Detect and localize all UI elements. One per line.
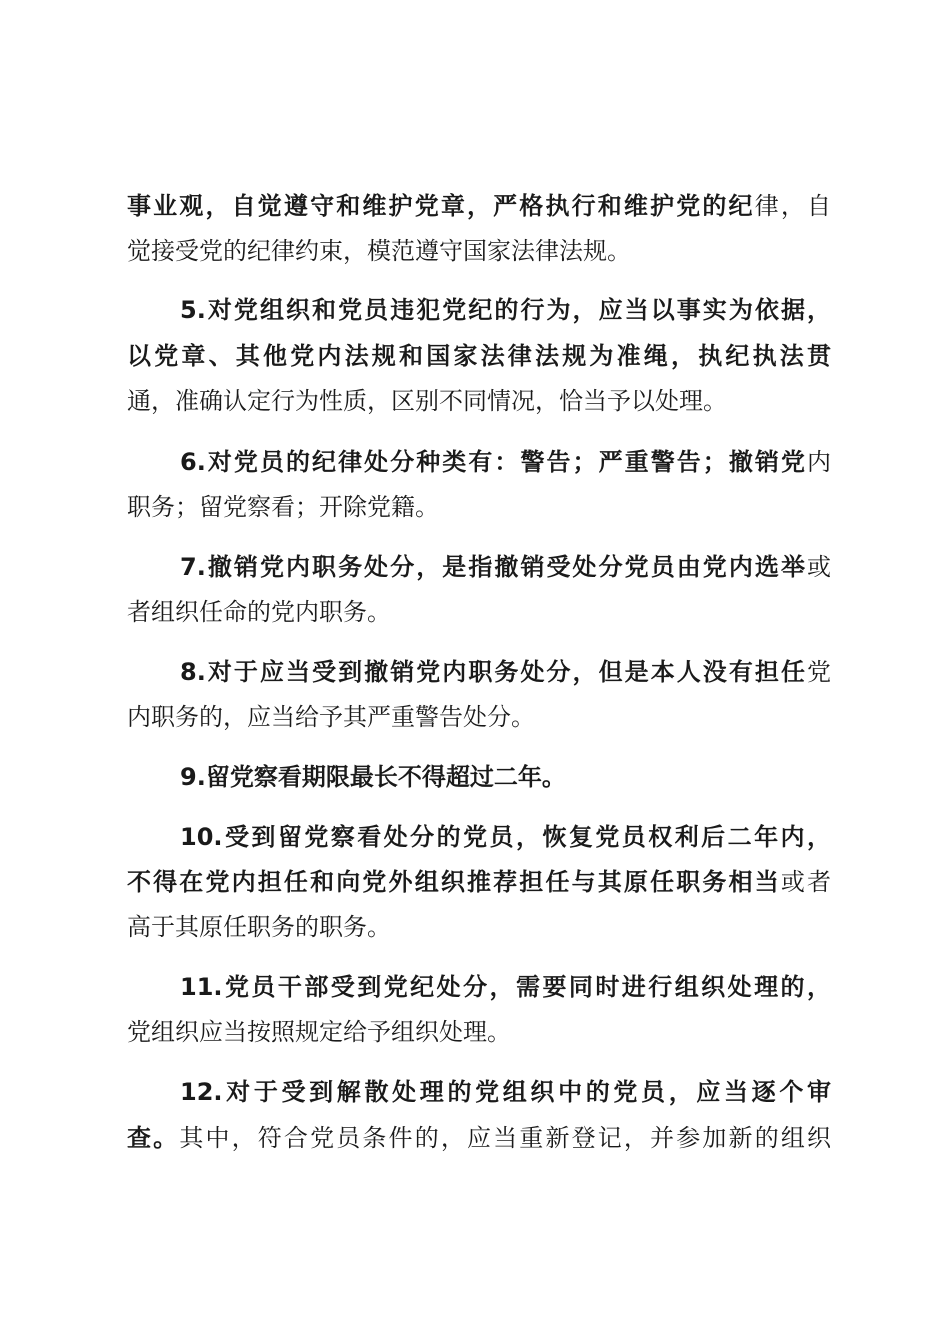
- paragraph-line: [127, 340, 831, 372]
- bold-text: 9.留党察看期限最长不得超过二年。: [180, 763, 566, 791]
- bold-text: 事业观，自觉遵守和维护党章，严格执行和维护党的纪: [127, 192, 755, 220]
- paragraph-line: [127, 235, 831, 267]
- normal-text: 者组织任命的党内职务。: [127, 598, 391, 626]
- normal-text: 党: [807, 658, 831, 686]
- normal-text: 党组织应当按照规定给予组织处理。: [127, 1018, 511, 1046]
- bold-text: 6.对党员的纪律处分种类有：警告；严重警告；撤销党: [180, 448, 807, 476]
- normal-text: 通，准确认定行为性质，区别不同情况，恰当予以处理。: [127, 387, 727, 415]
- paragraph-line: [127, 385, 831, 417]
- bold-text: 11.党员干部受到党纪处分，需要同时进行组织处理的，: [180, 973, 831, 1001]
- paragraph-line: [127, 1016, 831, 1048]
- paragraph-line: [127, 971, 831, 1003]
- paragraph-line: [127, 821, 831, 853]
- bold-text: 5.对党组织和党员违犯党纪的行为，应当以事实为依据，: [180, 296, 831, 324]
- normal-text: 其中，符合党员条件的，应当重新登记，并参加新的组织: [179, 1124, 831, 1152]
- paragraph-line: [127, 911, 831, 943]
- bold-text: 不得在党内担任和向党外组织推荐担任与其原任职务相当: [127, 868, 781, 896]
- normal-text: 内: [807, 448, 831, 476]
- paragraph-line: [127, 656, 831, 688]
- paragraph-line: [127, 701, 831, 733]
- paragraph-line: [127, 551, 831, 583]
- paragraph-line: [127, 446, 831, 478]
- normal-text: 觉接受党的纪律约束，模范遵守国家法律法规。: [127, 237, 631, 265]
- bold-text: 12.对于受到解散处理的党组织中的党员，应当逐个审: [180, 1078, 831, 1106]
- bold-text: 10.受到留党察看处分的党员，恢复党员权利后二年内，: [180, 823, 831, 851]
- bold-text: 以党章、其他党内法规和国家法律法规为准绳，执纪执法贯: [127, 342, 831, 370]
- paragraph-line: [127, 596, 831, 628]
- paragraph-line: [127, 761, 831, 793]
- bold-text: 7.撤销党内职务处分，是指撤销受处分党员由党内选举: [180, 553, 807, 581]
- normal-text: 职务；留党察看；开除党籍。: [127, 493, 439, 521]
- normal-text: 或: [807, 553, 831, 581]
- normal-text: 高于其原任职务的职务。: [127, 913, 391, 941]
- bold-text: 查。: [127, 1124, 180, 1152]
- paragraph-line: [127, 1122, 831, 1154]
- paragraph-line: [127, 491, 831, 523]
- bold-text: 8.对于应当受到撤销党内职务处分，但是本人没有担任: [180, 658, 807, 686]
- normal-text: 律，自: [754, 192, 831, 220]
- paragraph-line: [127, 190, 831, 222]
- paragraph-line: [127, 866, 831, 898]
- paragraph-line: [127, 1076, 831, 1108]
- normal-text: 内职务的，应当给予其严重警告处分。: [127, 703, 535, 731]
- paragraph-line: [127, 294, 831, 326]
- normal-text: 或者: [780, 868, 831, 896]
